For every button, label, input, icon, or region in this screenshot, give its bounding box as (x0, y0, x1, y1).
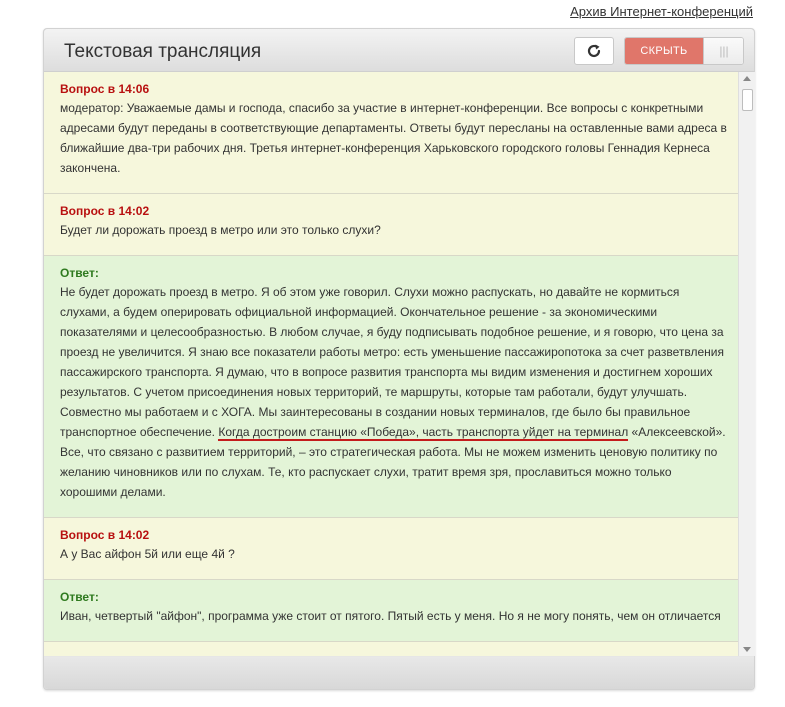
panel-header (44, 29, 754, 72)
broadcast-panel (43, 28, 755, 690)
answer-header: Ответ: (60, 266, 99, 280)
question-entry (44, 518, 738, 580)
answer-text-part: «Алексеевской». Все, что связано с развитием территорий, – это стратегическая работа. Мы не можем изменить ценовую политику по желанию чиновников или по слухам. Те, кто распускает слухи, тратит время зря, прославиться можно только хорошими делами. (60, 425, 726, 499)
panel-title: Текстовая трансляция (64, 41, 262, 62)
message-feed[interactable] (44, 72, 738, 656)
question-text: модератор: Уважаемые дамы и господа, спасибо за участие в интернет-конференции. Все вопросы с конкретными адресами будут переданы в соответствующие департаменты. Ответы будут пересланы на оставленные вами адреса в ближайшие два-три рабочих дня. Третья интернет-конференция Харьковского городского головы Геннадия Кернеса закончена. (60, 101, 727, 175)
archive-link[interactable]: Архив Интернет-конференций (570, 4, 753, 19)
question-entry (44, 194, 738, 256)
answer-header: Ответ: (60, 590, 99, 604)
hide-button[interactable]: СКРЫТЬ (625, 38, 703, 64)
toggle-handle[interactable]: ||| (703, 38, 744, 64)
answer-entry (44, 580, 738, 642)
question-text: Будет ли дорожать проезд в метро или это только слухи? (60, 223, 381, 237)
scroll-down-arrow-icon[interactable] (743, 647, 751, 652)
answer-text (60, 282, 730, 502)
scrollbar-thumb[interactable] (742, 89, 753, 111)
question-text: А у Вас айфон 5й или еще 4й ? (60, 547, 235, 561)
underlined-text: Когда достроим станцию «Победа», часть транспорта уйдет на терминал (218, 425, 629, 439)
feed-scrollbar[interactable] (738, 72, 755, 656)
refresh-icon (586, 43, 602, 59)
hide-toggle[interactable] (624, 37, 744, 65)
question-header: Вопрос в 14:02 (60, 528, 150, 542)
question-header: Вопрос в 14:02 (60, 204, 150, 218)
panel-footer (44, 657, 754, 689)
question-header: Вопрос в 14:06 (60, 82, 150, 96)
answer-entry (44, 256, 738, 518)
question-entry (44, 72, 738, 194)
answer-text: Иван, четвертый "айфон", программа уже стоит от пятого. Пятый есть у меня. Но я не могу понять, чем он отличается (60, 609, 721, 623)
refresh-button[interactable] (574, 37, 614, 65)
answer-text-part: Не будет дорожать проезд в метро. Я об этом уже говорил. Слухи можно распускать, но давайте не кормиться слухами, а будем оперировать официальной информацией. Окончательное решение - за экономическими показателями и целесообразностью. В любом случае, я буду подписывать подобное решение, и я говорю, что цена за проезд не увеличится. Я знаю все показатели работы метро: есть уменьшение пассажиропотока за счет разветвления пассажирского транспорта. Я думаю, что в вопросе развития транспорта мы видим изменения и достигнем хороших результатов. С учетом присоединения новых территорий, те маршруты, которые там работали, будут улучшать. Совместно мы работаем и с ХОГА. Мы заинтересованы в создании новых терминалов, где было бы правильное транспортное обеспечение. (60, 285, 725, 439)
scroll-up-arrow-icon[interactable] (743, 76, 751, 81)
